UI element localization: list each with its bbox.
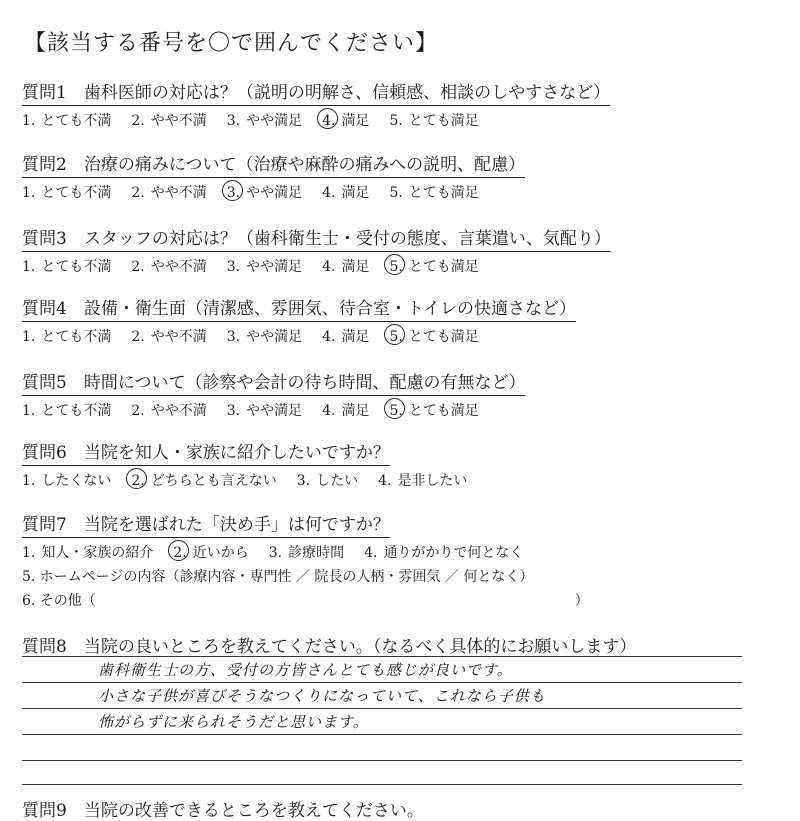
option-number: 3.: [226, 403, 241, 419]
option-label: やや不満: [150, 185, 207, 201]
option-number: 1.: [22, 545, 36, 561]
option-line-5: 5. ホームページの内容（診療内容・専門性 ／ 院長の人柄・雰囲気 ／ 何となく）: [22, 569, 534, 585]
option-row: [22, 110, 610, 130]
option-5[interactable]: [389, 110, 478, 130]
question-5: [22, 368, 525, 420]
option-3[interactable]: [227, 400, 302, 420]
answer-line: [22, 760, 742, 761]
option-3[interactable]: [227, 256, 302, 276]
option-2[interactable]: [131, 400, 206, 420]
option-number: 4.: [322, 259, 336, 275]
option-1[interactable]: [22, 470, 111, 490]
option-1[interactable]: [22, 326, 111, 346]
option-number: 4.: [322, 113, 336, 129]
question-8: [22, 632, 636, 659]
option-1[interactable]: [22, 256, 111, 276]
option-number: 3.: [226, 113, 241, 129]
answer-line: [22, 708, 742, 709]
question-3: [22, 224, 611, 276]
option-label: とても満足: [408, 329, 479, 345]
option-number: 2.: [173, 545, 187, 561]
answer-line: [22, 656, 742, 657]
question-title: 質問5 時間について（診察や会計の待ち時間、配慮の有無など）: [22, 368, 525, 396]
answer-line: [22, 734, 742, 735]
option-label: 満足: [341, 403, 370, 419]
option-label: とても満足: [408, 113, 479, 129]
option-2[interactable]: [131, 182, 206, 202]
option-label: したい: [316, 473, 359, 489]
option-3[interactable]: [269, 542, 344, 562]
question-title: 質問2 治療の痛みについて（治療や麻酔の痛みへの説明、配慮）: [22, 150, 525, 178]
option-label: 知人・家族の紹介: [41, 545, 154, 561]
option-label: 満足: [341, 259, 370, 275]
question-title: 質問6 当院を知人・家族に紹介したいですか？: [22, 438, 390, 466]
option-1[interactable]: [22, 542, 153, 562]
option-2[interactable]: [131, 256, 206, 276]
option-row: [22, 326, 576, 346]
question-title: 質問3 スタッフの対応は？（歯科衛生士・受付の態度、言葉遣い、気配り）: [22, 224, 611, 252]
option-label: やや不満: [150, 329, 207, 345]
option-number: 3.: [226, 329, 241, 345]
option-4[interactable]: [322, 326, 369, 346]
option-label: やや満足: [246, 329, 303, 345]
option-number: 5.: [389, 113, 403, 129]
option-label: 満足: [341, 185, 370, 201]
option-5[interactable]: [389, 182, 478, 202]
option-number: 1.: [22, 185, 36, 201]
option-number: 5.: [389, 185, 403, 201]
option-label: 近いから: [192, 545, 249, 561]
option-label: とても不満: [41, 259, 112, 275]
option-label: 満足: [341, 113, 370, 129]
question-6: [22, 438, 487, 490]
option-number: 2.: [131, 403, 145, 419]
option-number: 2.: [131, 259, 145, 275]
option-number: 3.: [296, 473, 311, 489]
option-label: とても満足: [408, 185, 479, 201]
option-2[interactable]: [131, 110, 206, 130]
option-number: 3.: [226, 259, 241, 275]
option-label: とても満足: [408, 259, 479, 275]
option-number: 1.: [22, 259, 36, 275]
option-number: 2.: [131, 185, 145, 201]
option-number: 1.: [22, 403, 36, 419]
answer-line: [22, 682, 742, 683]
question-title: 質問8 当院の良いところを教えてください。（なるべく具体的にお願いします）: [22, 637, 637, 657]
option-row: [22, 542, 589, 562]
option-3[interactable]: [227, 110, 302, 130]
option-3[interactable]: [227, 326, 302, 346]
option-number: 5.: [389, 403, 403, 419]
instruction-header: 【該当する番号を〇で囲んでください】: [24, 31, 439, 56]
option-number: 5.: [389, 329, 403, 345]
option-2[interactable]: [131, 470, 276, 490]
option-row: [22, 470, 487, 490]
question-1: [22, 78, 610, 130]
option-number: 4.: [322, 403, 336, 419]
option-number: 4.: [378, 473, 392, 489]
option-label: やや満足: [246, 113, 303, 129]
option-label: どちらとも言えない: [150, 473, 277, 489]
option-label: 診療時間: [288, 545, 345, 561]
option-label: とても不満: [41, 403, 112, 419]
option-3[interactable]: [297, 470, 358, 490]
handwritten-answer-line: 歯科衛生士の方、受付の方皆さんとても感じが良いです。: [98, 661, 513, 679]
option-1[interactable]: [22, 400, 111, 420]
option-number: 1.: [22, 329, 36, 345]
option-2[interactable]: [131, 326, 206, 346]
option-label: とても満足: [408, 403, 479, 419]
handwritten-answer-line: 怖がらずに来られそうだと思います。: [98, 713, 369, 731]
question-title: 質問4 設備・衛生面（清潔感、雰囲気、待合室・トイレの快適さなど）: [22, 294, 576, 322]
option-5[interactable]: [389, 326, 478, 346]
option-label: 是非したい: [397, 473, 468, 489]
option-label: したくない: [41, 473, 112, 489]
option-number: 2.: [131, 113, 145, 129]
option-1[interactable]: [22, 182, 111, 202]
option-label: 通りがかりで何となく: [383, 545, 524, 561]
option-label: やや不満: [150, 403, 207, 419]
option-number: 2.: [131, 329, 145, 345]
option-row: [22, 256, 611, 276]
option-number: 3.: [268, 545, 283, 561]
option-5[interactable]: [389, 256, 478, 276]
option-5[interactable]: [389, 400, 478, 420]
option-label: やや不満: [150, 113, 207, 129]
option-number: 4.: [364, 545, 378, 561]
option-number: 1.: [22, 473, 36, 489]
option-label: やや満足: [246, 403, 303, 419]
other-label: 6. その他（: [22, 593, 96, 609]
option-4[interactable]: [364, 542, 523, 562]
question-2: [22, 150, 525, 202]
option-label: とても不満: [41, 329, 112, 345]
option-label: とても不満: [41, 185, 112, 201]
option-number: 1.: [22, 113, 36, 129]
option-number: 4.: [322, 329, 336, 345]
option-line-6: [22, 590, 589, 610]
option-4[interactable]: [322, 182, 369, 202]
question-9-title-partial: 質問9 当院の改善できるところを教えてください。: [22, 801, 424, 821]
option-2[interactable]: [173, 542, 248, 562]
option-1[interactable]: [22, 110, 111, 130]
option-row: [22, 400, 525, 420]
question-title: 質問7 当院を選ばれた「決め手」は何ですか？: [22, 510, 390, 538]
option-4[interactable]: [322, 256, 369, 276]
question-7: [22, 510, 589, 610]
question-title: 質問1 歯科医師の対応は？（説明の明解さ、信頼感、相談のしやすさなど）: [22, 78, 610, 106]
option-3[interactable]: [227, 182, 302, 202]
question-4: [22, 294, 576, 346]
option-4[interactable]: [322, 400, 369, 420]
option-label: とても不満: [41, 113, 112, 129]
option-label: 満足: [341, 329, 370, 345]
other-close: ）: [574, 593, 589, 609]
option-label: やや不満: [150, 259, 207, 275]
option-4[interactable]: [322, 110, 369, 130]
option-row: [22, 182, 525, 202]
option-number: 5.: [389, 259, 403, 275]
answer-line: [22, 784, 742, 785]
option-label: やや満足: [246, 185, 303, 201]
option-number: 3.: [226, 185, 241, 201]
option-number: 4.: [322, 185, 336, 201]
option-label: やや満足: [246, 259, 303, 275]
option-4[interactable]: [378, 470, 467, 490]
option-number: 2.: [131, 473, 145, 489]
handwritten-answer-line: 小さな子供が喜びそうなつくりになっていて、これなら子供も: [98, 687, 546, 705]
